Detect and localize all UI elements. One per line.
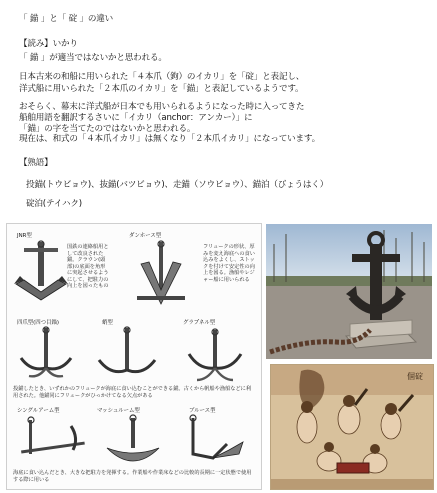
line-4: おそらく、幕末に洋式船が日本でも用いられるようになった時に入ってきた [19,102,305,112]
grapnel-anchor-drawing [175,326,255,382]
danforth-caption: フリュークの形状、厚みを変え海底への食い込みをよくし、ストックを付けて安定性の向上を図る。漁船やレジャー船に用いられる [203,244,255,283]
bottom-caption: 海底に食い込んだとき、大きな把駐力を発揮する。作業船や作業床などの比較的長期に一定状態で使用する際に用いる [13,470,252,483]
single-arm-anchor-drawing [13,416,93,464]
tako-label: 蛸型 [102,320,113,326]
jukugo-row-1: 投錨(トウビョウ)、抜錨(バツビョウ)、走錨（ソウビョウ）、錨泊（びょうはく） [26,180,329,190]
line-5: 船舶用語を翻訳するさいに「イカリ（anchor：アンカー）」に [19,113,253,123]
mushroom-anchor-drawing [93,414,173,466]
jukugo-row-2: 碇泊(テイハク) [26,199,82,209]
reading-heading: 【読み】いかり [19,39,78,49]
tako-anchor-drawing [89,326,165,382]
title-heading: 「 錨 」と「 碇 」の違い [19,14,114,24]
jnr-caption: 国鉄の連絡船用として改良された錨。クラウン(頭部)の底面を角形に突起させるようにして、把駐力の向上を図ったもの [67,244,109,289]
illustration-drawing [271,365,433,489]
single-arm-label: シングルアーム型 [17,408,60,414]
anchor-photo-drawing [266,224,432,359]
anchor-monument-photo [266,224,432,359]
illustration-signature: 個碇 [407,372,423,381]
bruce-anchor-drawing [183,414,257,466]
jukugo-heading: 【熟語】 [19,158,53,168]
line-7: 現在は、和式の「４本爪イカリ」は無くなり「２本爪イカリ」になっています。 [19,134,320,144]
mushroom-label: マッシュルーム型 [97,408,140,414]
anchor-types-diagram [6,223,262,490]
line-2: 日本古来の和船に用いられた「４本爪（鉤）のイカリ」を「碇」と表記し、 [19,72,305,82]
line-3: 洋式船に用いられた「２本爪のイカリ」を「錨」と表記しているようです。 [19,84,304,94]
yotsume-anchor-drawing [11,326,81,382]
jnr-anchor-drawing [10,240,72,312]
grapnel-label: グラプネル型 [183,320,216,326]
danforth-label: ダンホース型 [129,233,162,239]
yotsume-label: 四爪型(四つ目錨) [17,320,59,326]
blacksmith-illustration [270,364,434,490]
bruce-label: ブルース型 [189,408,216,414]
danforth-anchor-drawing [119,240,203,312]
jnr-label: JNR型 [17,233,32,239]
middle-caption: 投錨したとき、いずれかのフリュークが海底に食い込むことができる錨。古くから帆船や漁船などに利用された。他錨同にフリュークがひっかけてなる欠点がある [13,386,252,399]
line-6: 「錨」の字を当てたのではないかと思われる。 [19,124,196,134]
line-1: 「 錨 」が適当ではないかと思われる。 [19,53,167,63]
